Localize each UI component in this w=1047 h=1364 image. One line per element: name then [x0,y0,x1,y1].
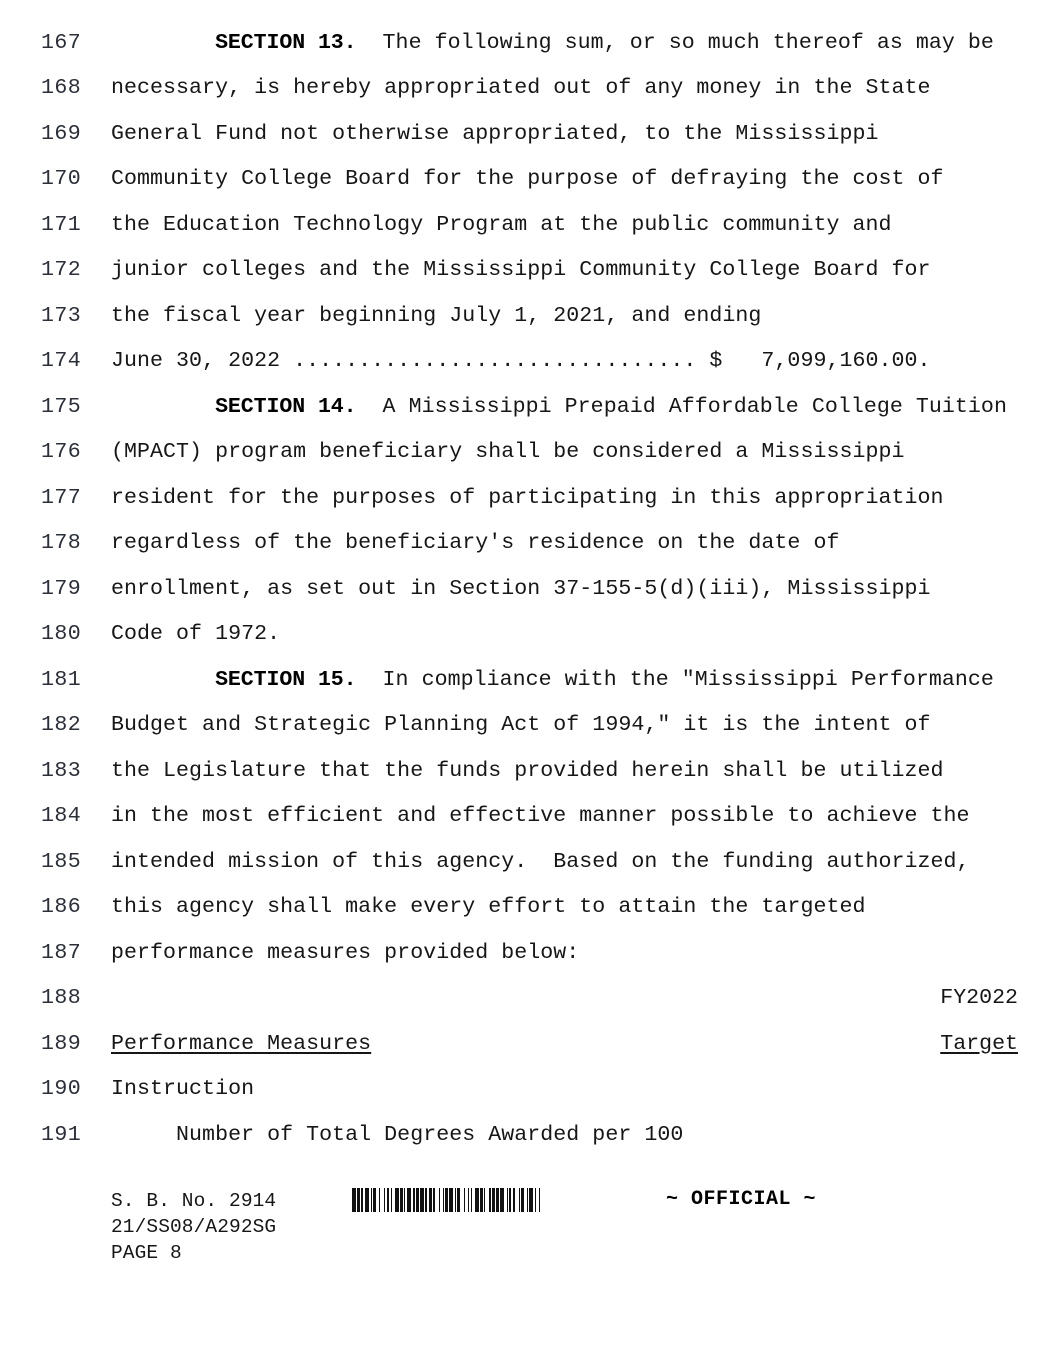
text-line [0,1067,1047,1113]
text-line [0,430,1047,476]
paragraph-indent [111,668,215,692]
text-line [0,521,1047,567]
line-number: 186 [41,895,82,919]
line-body: resident for the purposes of participating in this appropriation [111,485,944,510]
text-line [0,1022,1047,1068]
line-body: Instruction [111,1077,255,1101]
column-header-right: FY2022 [940,986,1018,1010]
line-body: performance measures provided below: [111,940,580,965]
line-number: 187 [41,940,82,965]
line-text [111,1067,254,1113]
line-number: 190 [41,1077,82,1101]
text-line [0,885,1047,931]
line-text [111,703,931,749]
line-text [111,658,994,704]
line-number: 177 [41,485,82,510]
text-line [0,703,1047,749]
line-text [111,931,579,977]
line-text [111,749,944,795]
line-number: 173 [41,303,82,328]
line-number: 188 [41,986,82,1010]
line-text [111,430,905,476]
line-text [111,521,839,567]
text-line [0,339,1047,385]
text-line [0,612,1047,658]
line-number: 172 [41,258,82,282]
text-line [0,931,1047,977]
line-body: the Legislature that the funds provided herein shall be utilized [111,758,944,783]
line-text [111,840,970,886]
text-line [0,476,1047,522]
line-body: the fiscal year beginning July 1, 2021, and ending [111,303,762,328]
barcode [352,1188,545,1212]
text-line [0,658,1047,704]
paragraph-indent [111,395,215,419]
line-number: 181 [41,667,82,692]
line-text [111,476,944,522]
line-number: 179 [41,576,82,601]
line-body: (MPACT) program beneficiary shall be considered a Mississippi [111,440,905,464]
line-number: 189 [41,1031,82,1056]
text-line [0,21,1047,67]
text-line [0,203,1047,249]
line-body: June 30, 2022 ............................... $ 7,099,160.00. [111,349,931,373]
line-text [111,385,1007,431]
text-line [0,385,1047,431]
text-line [0,840,1047,886]
line-body: Code of 1972. [111,622,281,646]
section-heading: SECTION 14. [215,394,357,419]
line-body: intended mission of this agency. Based on the funding authorized, [111,849,970,874]
line-body: the Education Technology Program at the public community and [111,212,892,237]
line-number: 184 [41,804,82,828]
footer-bill-number: S. B. No. 2914 [111,1190,277,1212]
line-body: necessary, is hereby appropriated out of any money in the State [111,76,931,100]
line-text [111,794,970,840]
text-line [0,112,1047,158]
line-text [111,567,931,613]
footer-page-label: PAGE 8 [111,1242,182,1264]
line-number: 183 [41,758,82,783]
line-text [111,66,931,112]
text-line [0,567,1047,613]
line-number: 185 [41,849,82,874]
line-number: 178 [41,531,82,555]
line-number: 175 [41,394,82,419]
line-text [111,1113,683,1159]
line-number: 182 [41,713,82,737]
section-heading: SECTION 15. [215,667,357,692]
line-body: Number of Total Degrees Awarded per 100 [111,1122,684,1147]
text-line [0,749,1047,795]
line-text [111,21,994,67]
line-body: regardless of the beneficiary's residence on the date of [111,531,840,555]
text-line [0,294,1047,340]
line-body: Performance Measures [111,1031,372,1056]
barcode-bar [540,1188,544,1212]
section-heading: SECTION 13. [215,30,357,55]
page-footer [0,1182,1047,1364]
line-body: enrollment, as set out in Section 37-155-5(d)(iii), Mississippi [111,576,931,601]
line-text [111,885,865,931]
text-line [0,248,1047,294]
line-number: 169 [41,121,82,146]
line-body: In compliance with the "Mississippi Performance [356,667,994,692]
line-text [111,248,931,294]
line-number: 191 [41,1122,82,1147]
line-body: in the most efficient and effective manner possible to achieve the [111,804,970,828]
line-text [111,203,892,249]
text-line [0,976,1047,1022]
line-body: Community College Board for the purpose of defraying the cost of [111,167,944,191]
line-text [111,339,931,385]
line-text [111,1022,371,1068]
paragraph-indent [111,31,215,55]
line-body: junior colleges and the Mississippi Community College Board for [111,258,931,282]
text-line [0,157,1047,203]
text-line [0,1113,1047,1159]
line-number: 171 [41,212,82,237]
column-header-right: Target [940,1031,1018,1056]
line-number: 167 [41,30,82,55]
line-body: this agency shall make every effort to attain the targeted [111,895,866,919]
official-stamp: ~ OFFICIAL ~ [666,1188,817,1211]
line-body: General Fund not otherwise appropriated, to the Mississippi [111,121,879,146]
line-number: 180 [41,622,82,646]
text-line [0,66,1047,112]
line-text [111,612,280,658]
line-number: 176 [41,440,82,464]
line-number: 168 [41,76,82,100]
line-text [111,294,761,340]
line-body: The following sum, or so much thereof as may be [356,30,994,55]
line-body: A Mississippi Prepaid Affordable College Tuition [356,394,1007,419]
line-text [111,157,944,203]
line-number: 174 [41,349,82,373]
line-number: 170 [41,167,82,191]
footer-doc-code: 21/SS08/A292SG [111,1216,277,1238]
line-text [111,112,879,158]
text-line [0,794,1047,840]
line-body: Budget and Strategic Planning Act of 1994," it is the intent of [111,713,931,737]
